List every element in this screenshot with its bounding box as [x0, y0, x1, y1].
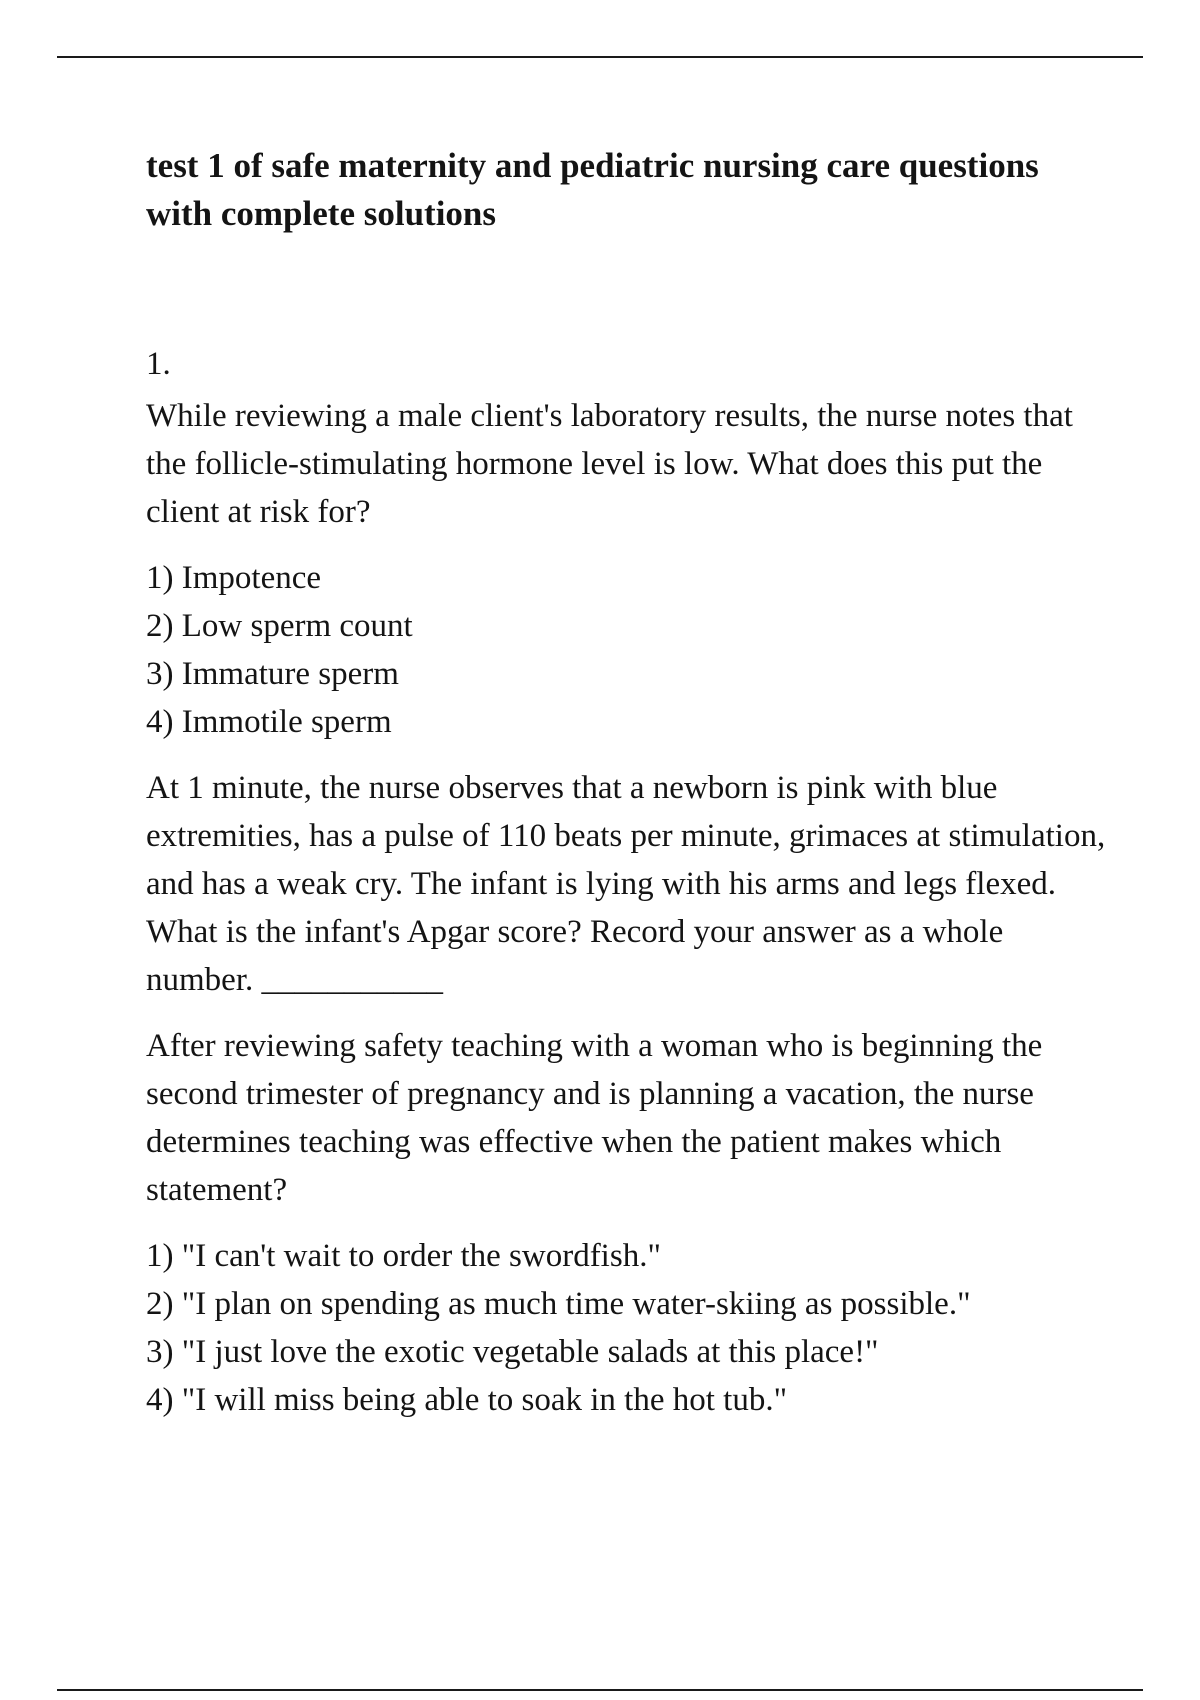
option-item: 4) Immotile sperm — [146, 704, 392, 740]
question-2-paragraph — [146, 764, 1106, 1004]
question-3-text: After reviewing safety teaching with a woman who is beginning the second trimester of pregnancy and is planning a vacation, the nurse determines teaching was effective when the patient makes which statement? — [146, 1028, 1043, 1208]
option-item: 2) "I plan on spending as much time water-skiing as possible." — [146, 1286, 971, 1322]
question-3-options — [146, 1232, 1106, 1424]
option-item: 1) Impotence — [146, 560, 322, 596]
question-1-options — [146, 554, 1106, 746]
option-item: 3) Immature sperm — [146, 656, 399, 692]
document-title: test 1 of safe maternity and pediatric nursing care questions with complete solutions — [146, 146, 1039, 233]
question-number: 1. — [146, 346, 171, 382]
answer-blank: ___________ — [261, 962, 443, 998]
question-2-text: At 1 minute, the nurse observes that a newborn is pink with blue extremities, has a pulse of 110 beats per minute, grimaces at stimulation, and has a weak cry. The infant is lying with his arms and legs flexed. What is the infant's Apgar score? Record your answer as a whole number. — [146, 770, 1106, 998]
option-item: 4) "I will miss being able to soak in the hot tub." — [146, 1382, 788, 1418]
document-body — [146, 142, 1106, 1424]
option-item: 3) "I just love the exotic vegetable salads at this place!" — [146, 1334, 879, 1370]
option-item: 1) "I can't wait to order the swordfish." — [146, 1238, 661, 1274]
option-item: 2) Low sperm count — [146, 608, 413, 644]
bottom-rule — [57, 1689, 1143, 1691]
question-1-text: While reviewing a male client's laboratory results, the nurse notes that the follicle-stimulating hormone level is low. What does this put the client at risk for? — [146, 398, 1073, 530]
top-rule — [57, 56, 1143, 58]
